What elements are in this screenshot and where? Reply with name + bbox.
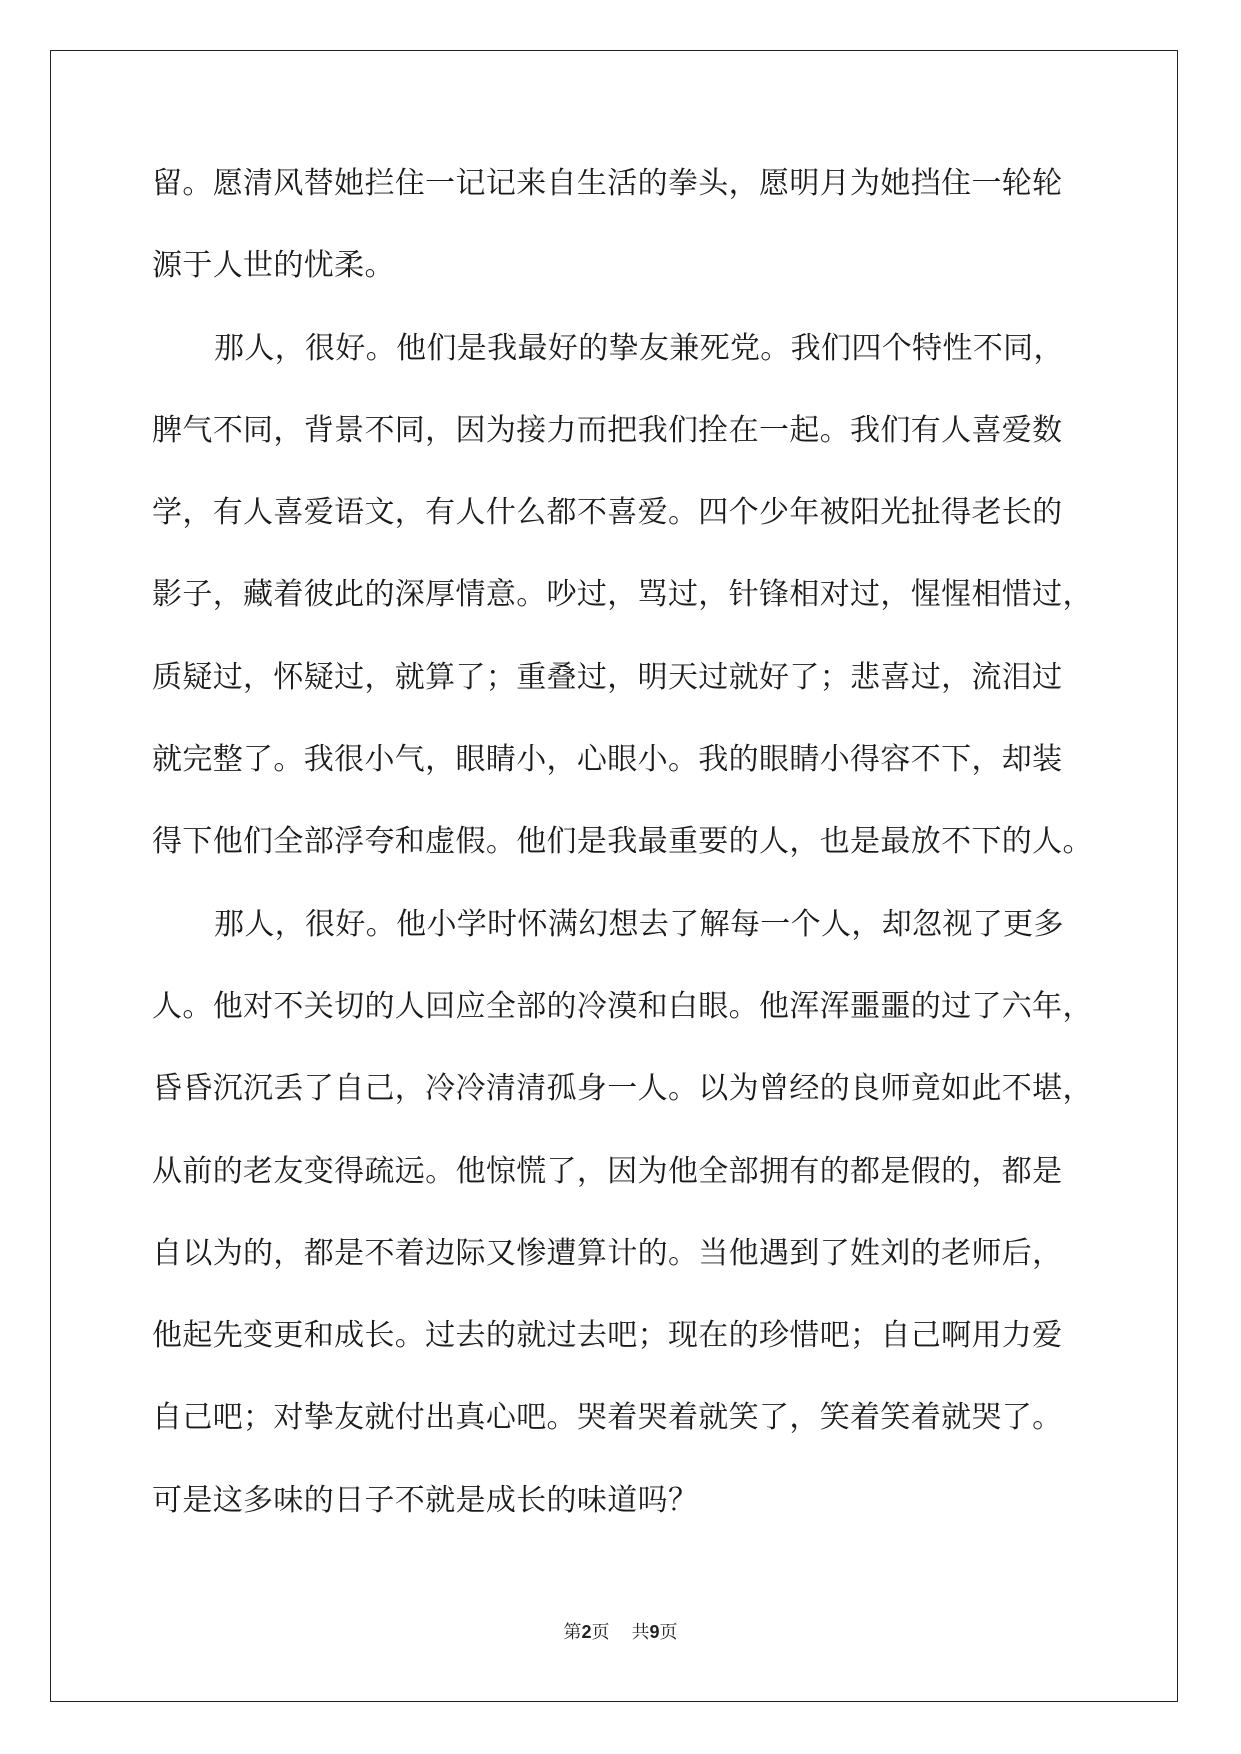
footer-prefix: 第 xyxy=(563,1622,582,1643)
text-line: 昏昏沉沉丢了自己，冷冷清清孤身一人。以为曾经的良师竟如此不堪， xyxy=(152,1071,1093,1107)
text-line: 源于人世的忧柔。 xyxy=(152,248,395,284)
text-line: 影子，藏着彼此的深厚情意。吵过，骂过，针锋相对过，惺惺相惜过， xyxy=(152,577,1093,613)
text-line: 就完整了。我很小气，眼睛小，心眼小。我的眼睛小得容不下，却装 xyxy=(152,742,1063,778)
text-line: 那人，很好。他小学时怀满幻想去了解每一个人，却忽视了更多 xyxy=(214,906,1064,942)
text-line: 他起先变更和成长。过去的就过去吧；现在的珍惜吧；自己啊用力爱 xyxy=(152,1318,1063,1354)
text-line: 脾气不同，背景不同，因为接力而把我们拴在一起。我们有人喜爱数 xyxy=(152,412,1063,448)
text-line: 得下他们全部浮夸和虚假。他们是我最重要的人，也是最放不下的人。 xyxy=(152,824,1093,860)
text-line: 可是这多味的日子不就是成长的味道吗？ xyxy=(152,1482,699,1518)
text-line: 人。他对不关切的人回应全部的冷漠和白眼。他浑浑噩噩的过了六年， xyxy=(152,988,1093,1024)
footer-total-prefix: 共 xyxy=(631,1622,650,1643)
text-line: 质疑过，怀疑过，就算了；重叠过，明天过就好了；悲喜过，流泪过 xyxy=(152,659,1063,695)
text-line: 那人，很好。他们是我最好的挚友兼死党。我们四个特性不同， xyxy=(214,330,1064,366)
text-line: 自以为的，都是不着边际又惨遭算计的。当他遇到了姓刘的老师后， xyxy=(152,1235,1063,1271)
text-line: 学，有人喜爱语文，有人什么都不喜爱。四个少年被阳光扯得老长的 xyxy=(152,495,1063,531)
footer-page-suffix: 页 xyxy=(591,1622,610,1643)
footer-total-suffix: 页 xyxy=(659,1622,678,1643)
text-line: 从前的老友变得疏远。他惊慌了，因为他全部拥有的都是假的，都是 xyxy=(152,1153,1063,1189)
current-page-number: 2 xyxy=(581,1622,592,1642)
article-body xyxy=(152,158,1096,1557)
total-page-number: 9 xyxy=(649,1622,660,1642)
page-footer xyxy=(0,1618,1241,1644)
text-line: 留。愿清风替她拦住一记记来自生活的拳头，愿明月为她挡住一轮轮 xyxy=(152,166,1063,201)
text-line: 自己吧；对挚友就付出真心吧。哭着哭着就笑了，笑着笑着就哭了。 xyxy=(152,1400,1063,1436)
